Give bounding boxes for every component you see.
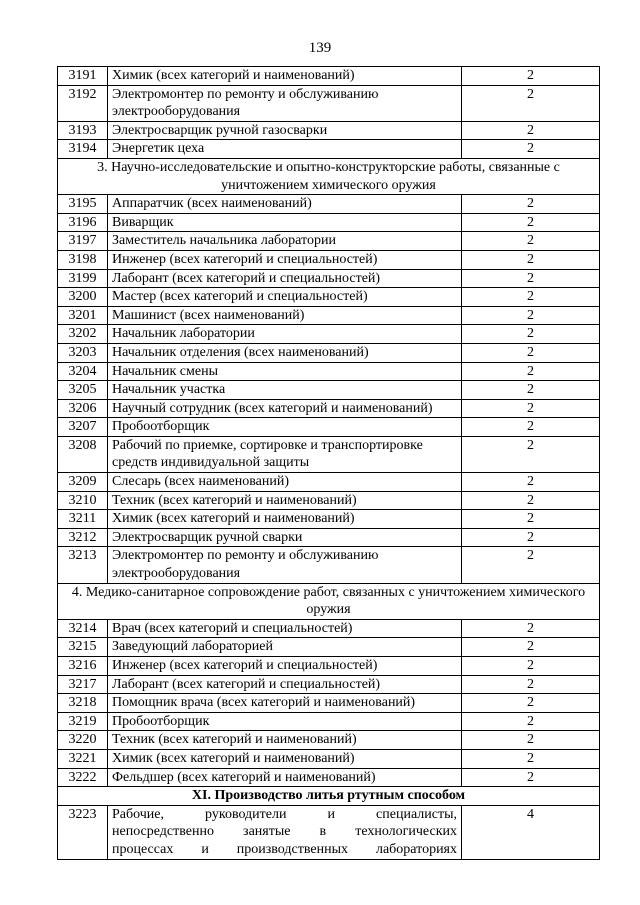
table-row [58, 250, 600, 269]
row-value: 2 [462, 694, 600, 713]
row-number: 3214 [58, 619, 108, 638]
row-value: 2 [462, 362, 600, 381]
table-row [58, 619, 600, 638]
row-number: 3206 [58, 399, 108, 418]
section-4-heading: 4. Медико-санитарное сопровождение работ, связанных с уничтожением химического оружия [58, 583, 600, 619]
row-number: 3196 [58, 213, 108, 232]
row-value: 2 [462, 657, 600, 676]
occupations-table [57, 66, 600, 860]
table-row [58, 528, 600, 547]
table-row [58, 232, 600, 251]
occupation-name: Инженер (всех категорий и специальностей) [108, 250, 462, 269]
row-value: 2 [462, 547, 600, 583]
section-heading-row [58, 583, 600, 619]
row-value: 2 [462, 381, 600, 400]
row-value: 2 [462, 510, 600, 529]
row-number: 3204 [58, 362, 108, 381]
row-value: 2 [462, 712, 600, 731]
row-value: 2 [462, 528, 600, 547]
table-row [58, 638, 600, 657]
occupation-name: Химик (всех категорий и наименований) [108, 67, 462, 86]
section-3-heading: 3. Научно-исследовательские и опытно-конструкторские работы, связанные с уничтожением химического оружия [58, 158, 600, 194]
table-row [58, 85, 600, 121]
row-number: 3203 [58, 343, 108, 362]
occupation-name: Электромонтер по ремонту и обслуживанию электрооборудования [108, 85, 462, 121]
occupation-name-line: непосредственно занятые в технологических [112, 824, 457, 840]
row-number: 3215 [58, 638, 108, 657]
table-row [58, 731, 600, 750]
occupation-name: Виварщик [108, 213, 462, 232]
row-number: 3210 [58, 491, 108, 510]
table-row [58, 749, 600, 768]
occupation-name: Врач (всех категорий и специальностей) [108, 619, 462, 638]
section-heading-row [58, 787, 600, 806]
row-value: 2 [462, 85, 600, 121]
occupation-name: Заведующий лабораторией [108, 638, 462, 657]
row-value: 2 [462, 675, 600, 694]
row-number: 3218 [58, 694, 108, 713]
row-value: 2 [462, 343, 600, 362]
table-row [58, 121, 600, 140]
row-number: 3202 [58, 325, 108, 344]
table-row [58, 362, 600, 381]
occupation-name: Лаборант (всех категорий и специальностей) [108, 269, 462, 288]
row-number: 3198 [58, 250, 108, 269]
section-heading-row [58, 158, 600, 194]
row-value: 2 [462, 399, 600, 418]
row-number: 3194 [58, 140, 108, 159]
occupation-name-line: Рабочие, руководители и специалисты, [112, 806, 457, 822]
row-value: 2 [462, 491, 600, 510]
row-number: 3205 [58, 381, 108, 400]
row-value: 2 [462, 288, 600, 307]
row-value: 2 [462, 619, 600, 638]
row-value: 2 [462, 140, 600, 159]
row-value: 2 [462, 269, 600, 288]
occupation-name: Начальник лаборатории [108, 325, 462, 344]
table-row [58, 325, 600, 344]
row-number: 3216 [58, 657, 108, 676]
table-row [58, 381, 600, 400]
row-value: 2 [462, 325, 600, 344]
page-number: 139 [308, 40, 332, 56]
row-number: 3200 [58, 288, 108, 307]
occupation-name: Начальник участка [108, 381, 462, 400]
row-number: 3197 [58, 232, 108, 251]
occupation-name: Энергетик цеха [108, 140, 462, 159]
occupation-name: Пробоотборщик [108, 418, 462, 437]
occupation-name: Помощник врача (всех категорий и наименований) [108, 694, 462, 713]
row-value: 2 [462, 213, 600, 232]
table-row [58, 67, 600, 86]
table-row [58, 510, 600, 529]
occupation-name: Аппаратчик (всех наименований) [108, 195, 462, 214]
occupation-name: Техник (всех категорий и наименований) [108, 731, 462, 750]
occupation-name: Техник (всех категорий и наименований) [108, 491, 462, 510]
table-row [58, 306, 600, 325]
table-row [58, 473, 600, 492]
row-number: 3217 [58, 675, 108, 694]
occupation-name [108, 805, 462, 859]
occupation-name: Начальник отделения (всех наименований) [108, 343, 462, 362]
table-row [58, 436, 600, 472]
row-value: 2 [462, 195, 600, 214]
row-number: 3191 [58, 67, 108, 86]
occupation-name: Слесарь (всех наименований) [108, 473, 462, 492]
table-row [58, 694, 600, 713]
row-number: 3219 [58, 712, 108, 731]
row-number: 3201 [58, 306, 108, 325]
row-number: 3195 [58, 195, 108, 214]
occupation-name: Мастер (всех категорий и специальностей) [108, 288, 462, 307]
table-row [58, 491, 600, 510]
occupation-name: Лаборант (всех категорий и специальностей) [108, 675, 462, 694]
table-row [58, 399, 600, 418]
row-value: 2 [462, 67, 600, 86]
row-number: 3209 [58, 473, 108, 492]
row-value: 2 [462, 638, 600, 657]
occupation-name: Рабочий по приемке, сортировке и транспортировке средств индивидуальной защиты [108, 436, 462, 472]
row-number: 3193 [58, 121, 108, 140]
row-number: 3213 [58, 547, 108, 583]
table-row [58, 195, 600, 214]
row-value: 2 [462, 731, 600, 750]
row-value: 2 [462, 749, 600, 768]
row-value: 4 [462, 805, 600, 859]
row-number: 3207 [58, 418, 108, 437]
row-value: 2 [462, 436, 600, 472]
table-row [58, 213, 600, 232]
table-row [58, 140, 600, 159]
occupation-name: Пробоотборщик [108, 712, 462, 731]
row-value: 2 [462, 473, 600, 492]
row-value: 2 [462, 250, 600, 269]
row-number: 3211 [58, 510, 108, 529]
occupation-name: Инженер (всех категорий и специальностей) [108, 657, 462, 676]
occupation-name: Химик (всех категорий и наименований) [108, 749, 462, 768]
table-row [58, 418, 600, 437]
row-value: 2 [462, 306, 600, 325]
row-number: 3222 [58, 768, 108, 787]
occupation-name: Химик (всех категорий и наименований) [108, 510, 462, 529]
occupation-name: Фельдшер (всех категорий и наименований) [108, 768, 462, 787]
table-row [58, 768, 600, 787]
row-value: 2 [462, 418, 600, 437]
table-row [58, 657, 600, 676]
row-number: 3199 [58, 269, 108, 288]
occupation-name: Машинист (всех наименований) [108, 306, 462, 325]
row-number: 3221 [58, 749, 108, 768]
occupation-name: Научный сотрудник (всех категорий и наименований) [108, 399, 462, 418]
table-row [58, 343, 600, 362]
row-number: 3208 [58, 436, 108, 472]
row-number: 3220 [58, 731, 108, 750]
occupation-name: Заместитель начальника лаборатории [108, 232, 462, 251]
occupation-name: Электросварщик ручной газосварки [108, 121, 462, 140]
section-xi-heading: XI. Производство литья ртутным способом [58, 787, 600, 806]
row-number: 3223 [58, 805, 108, 859]
table-row [58, 547, 600, 583]
table-row [58, 269, 600, 288]
occupation-name: Электросварщик ручной сварки [108, 528, 462, 547]
table-row [58, 675, 600, 694]
row-number: 3192 [58, 85, 108, 121]
occupation-name-line: процессах и производственных лабораториях [112, 841, 457, 857]
table-row [58, 288, 600, 307]
row-value: 2 [462, 768, 600, 787]
occupation-name: Электромонтер по ремонту и обслуживанию электрооборудования [108, 547, 462, 583]
table-row [58, 805, 600, 859]
occupation-name: Начальник смены [108, 362, 462, 381]
row-value: 2 [462, 232, 600, 251]
row-number: 3212 [58, 528, 108, 547]
table-row [58, 712, 600, 731]
row-value: 2 [462, 121, 600, 140]
